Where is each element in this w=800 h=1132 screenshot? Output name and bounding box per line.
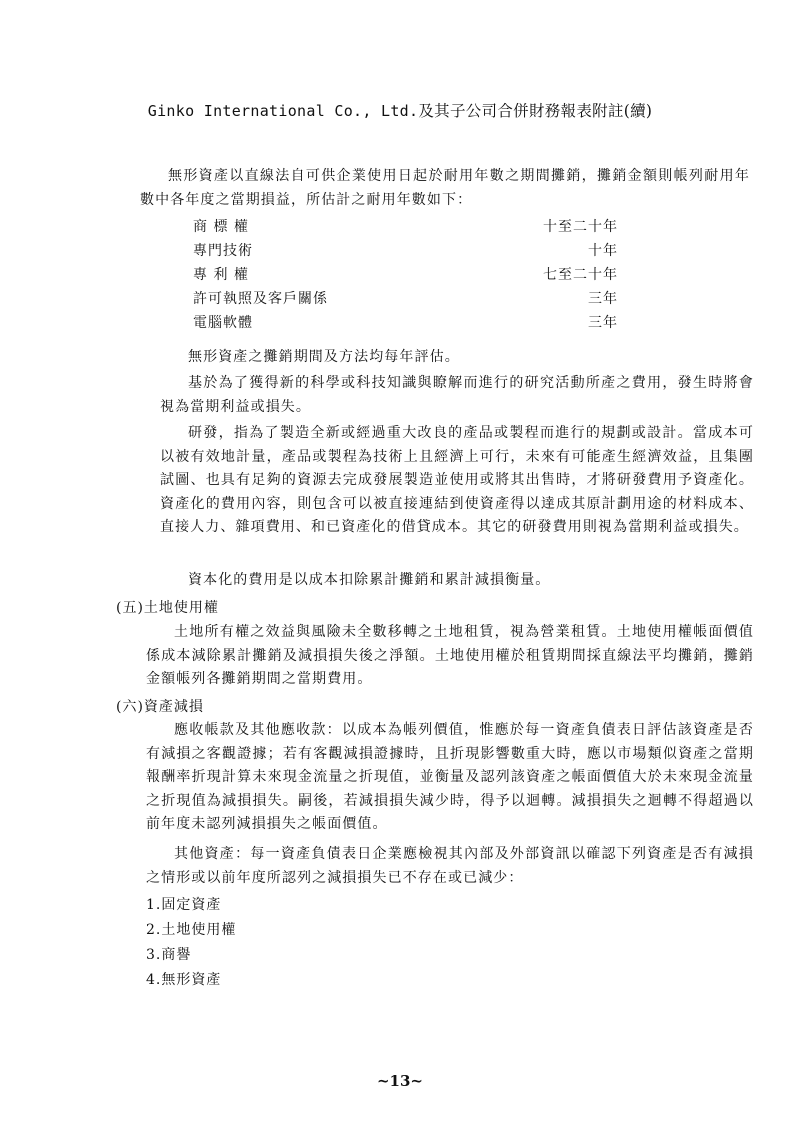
useful-life-label: 商 標 權 <box>193 219 249 235</box>
capitalized-paragraph: 資本化的費用是以成本扣除累計攤銷和累計減損衡量。 <box>188 572 551 588</box>
research-paragraph: 基於為了獲得新的科學或科技知識與瞭解而進行的研究活動所產之費用，發生時將會視為當期利益或損失。 <box>160 375 754 415</box>
useful-life-value: 十至二十年 <box>543 219 618 235</box>
title-company-name: Ginko International Co., Ltd. <box>147 102 419 120</box>
impairment-asset-item: 4.無形資產 <box>146 972 222 988</box>
useful-life-row <box>193 311 618 335</box>
amortization-review-paragraph: 無形資產之攤銷期間及方法均每年評估。 <box>188 349 460 365</box>
page-title <box>0 99 800 121</box>
receivables-impairment-paragraph: 應收帳款及其他應收款：以成本為帳列價值，惟應於每一資產負債表日評估該資產是否有減損之客觀證據；若有客觀減損證據時，且折現影響數重大時，應以市場類似資產之當期報酬率折現計算未來現金流量之折現值，並衡量及認列該資產之帳面價值大於未來現金流量之折現值為減損損失。嗣後，若減損損失減少時，得予以迴轉。減損損失之迴轉不得超過以前年度未認列減損損失之帳面價值。 <box>146 722 754 833</box>
section-heading-land-use-rights: (五)土地使用權 <box>116 600 219 616</box>
useful-life-value: 三年 <box>588 291 618 307</box>
useful-life-row <box>193 239 618 263</box>
impairment-asset-item: 3.商譽 <box>146 947 192 963</box>
useful-life-row <box>193 215 618 239</box>
useful-life-row <box>193 263 618 287</box>
intro-paragraph: 無形資產以直線法自可供企業使用日起於耐用年數之期間攤銷，攤銷金額則帳列耐用年數中各年度之當期損益，所估計之耐用年數如下： <box>140 168 750 208</box>
page-number: ~13~ <box>376 1072 423 1090</box>
section-heading-impairment: (六)資產減損 <box>116 699 204 715</box>
other-assets-impairment-paragraph: 其他資產：每一資產負債表日企業應檢視其內部及外部資訊以確認下列資產是否有減損之情形或以前年度所認列之減損損失已不存在或已減少： <box>146 846 754 886</box>
development-paragraph: 研發，指為了製造全新或經過重大改良的產品或製程而進行的規劃或設計。當成本可以被有效地計量，產品或製程為技術上且經濟上可行，未來有可能產生經濟效益，且集團試圖、也具有足夠的資源去完成發展製造並使用或將其出售時，才將研發費用予資產化。資產化的費用內容，則包含可以被直接連結到使資產得以達成其原計劃用途的材料成本、直接人力、雜項費用、和已資產化的借貸成本。其它的研發費用則視為當期利益或損失。 <box>160 425 754 536</box>
useful-life-label: 許可執照及客戶關係 <box>193 291 328 307</box>
useful-life-label: 專 利 權 <box>193 267 249 283</box>
useful-life-row <box>193 287 618 311</box>
impairment-asset-item: 1.固定資產 <box>146 897 222 913</box>
title-description: 及其子公司合併財務報表附註(續) <box>418 102 653 120</box>
impairment-asset-item: 2.土地使用權 <box>146 922 237 938</box>
useful-life-value: 三年 <box>588 315 618 331</box>
land-use-rights-paragraph: 土地所有權之效益與風險未全數移轉之土地租賃，視為營業租賃。土地使用權帳面價值係成本減除累計攤銷及減損損失後之淨額。土地使用權於租賃期間採直線法平均攤銷，攤銷金額帳列各攤銷期間之當期費用。 <box>146 624 754 688</box>
useful-life-value: 七至二十年 <box>543 267 618 283</box>
useful-life-value: 十年 <box>588 243 618 259</box>
useful-life-label: 專門技術 <box>193 243 253 259</box>
useful-life-label: 電腦軟體 <box>193 315 253 331</box>
